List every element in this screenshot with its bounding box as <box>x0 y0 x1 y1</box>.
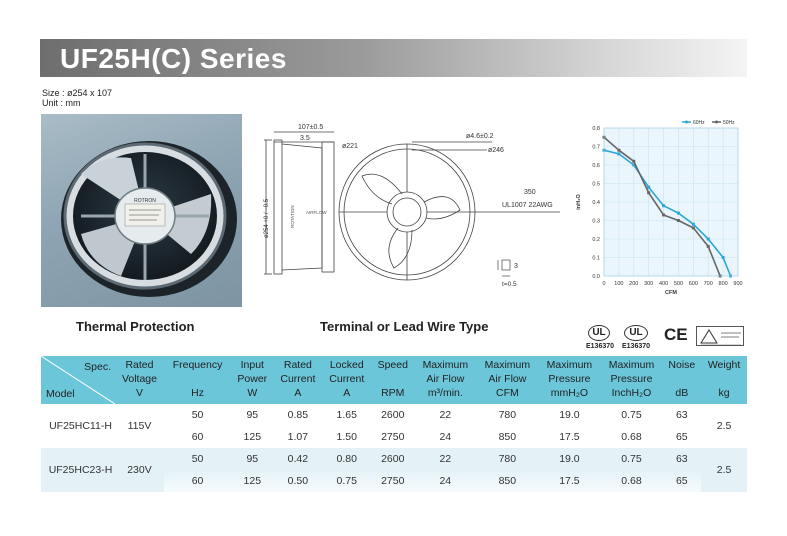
locked-current-cell: 0.75 <box>322 470 371 492</box>
noise-cell: 65 <box>662 470 701 492</box>
pressure-mm-cell: 19.0 <box>538 404 600 426</box>
freq-cell: 50 <box>164 404 231 426</box>
dim-hole: ø4.6±0.2 <box>466 133 494 140</box>
header-rated-current: Rated Current A <box>273 356 322 404</box>
dimension-drawing <box>262 118 562 293</box>
freq-cell: 50 <box>164 448 231 470</box>
model-cell: UF25HC11-H <box>41 404 115 448</box>
unit-text: Unit : mm <box>42 98 81 108</box>
y-tick-label: 0.8 <box>592 126 600 132</box>
dim-depth: 107±0.5 <box>298 124 324 131</box>
x-tick-label: 700 <box>703 281 713 287</box>
x-tick-label: 0 <box>602 281 606 287</box>
header-power: Input Power W <box>231 356 273 404</box>
spec-label: Spec. <box>84 361 111 373</box>
y-tick-label: 0.6 <box>592 163 600 169</box>
ce-mark-icon: CE <box>664 325 688 344</box>
pressure-mm-cell: 17.5 <box>538 470 600 492</box>
airflow-m3-cell: 22 <box>414 448 476 470</box>
spec-table <box>41 356 747 492</box>
y-tick-label: 0.3 <box>592 218 600 225</box>
y-tick-label: 0.2 <box>592 237 600 243</box>
locked-current-cell: 0.80 <box>322 448 371 470</box>
data-point-50Hz <box>677 219 680 222</box>
x-tick-label: 300 <box>644 281 654 287</box>
ul-number-1: E136370 <box>586 343 615 350</box>
y-tick-label: 0.4 <box>592 200 600 206</box>
weight-cell: 2.5 <box>701 448 747 492</box>
product-photo <box>41 114 242 307</box>
pressure-inch-cell: 0.68 <box>600 470 662 492</box>
power-cell: 125 <box>231 426 273 448</box>
x-axis-label: CFM <box>665 290 677 296</box>
dim-outer: ø221 <box>342 143 358 150</box>
data-point-50Hz <box>707 245 710 248</box>
caption-terminal: Terminal or Lead Wire Type <box>320 319 489 334</box>
data-point-60Hz <box>617 152 620 155</box>
x-tick-label: 800 <box>718 281 728 287</box>
size-info <box>42 88 112 108</box>
header-voltage: Rated Voltage V <box>115 356 164 404</box>
certification-logos <box>588 323 748 355</box>
noise-cell: 63 <box>662 448 701 470</box>
front-view <box>339 142 560 280</box>
speed-cell: 2600 <box>371 404 414 426</box>
fan-brand-label: ROTRON <box>134 198 156 204</box>
speed-cell: 2750 <box>371 426 414 448</box>
dim-thickness: t=0.5 <box>502 281 517 288</box>
speed-cell: 2600 <box>371 448 414 470</box>
page-title: UF25H(C) Series <box>60 43 287 74</box>
airflow-cfm-cell: 780 <box>476 404 538 426</box>
table-header-row <box>41 356 747 404</box>
x-tick-label: 600 <box>688 281 698 287</box>
airflow-cfm-cell: 850 <box>476 470 538 492</box>
weight-cell: 2.5 <box>701 404 747 448</box>
y-tick-label: 0.0 <box>592 274 600 280</box>
legend-label-50Hz: 50Hz <box>723 120 735 126</box>
table-row <box>41 404 747 426</box>
airflow-m3-cell: 24 <box>414 426 476 448</box>
side-view <box>264 132 334 274</box>
power-cell: 95 <box>231 404 273 426</box>
wire-spec: UL1007 22AWG <box>502 202 553 209</box>
header-locked-current: Locked Current A <box>322 356 371 404</box>
locked-current-cell: 1.65 <box>322 404 371 426</box>
data-point-60Hz <box>692 223 695 226</box>
dim-lead: 350 <box>524 189 536 196</box>
model-label: Model <box>46 388 75 400</box>
data-point-60Hz <box>647 186 650 189</box>
dim-bolt: ø246 <box>488 147 504 154</box>
legend-label-60Hz: 60Hz <box>693 120 705 126</box>
header-airflow-cfm: Maximum Air Flow CFM <box>476 356 538 404</box>
title-banner <box>40 39 747 77</box>
data-point-50Hz <box>647 191 650 194</box>
locked-current-cell: 1.50 <box>322 426 371 448</box>
voltage-cell: 115V <box>115 404 164 448</box>
ul-number-2: E136370 <box>622 343 651 350</box>
speed-cell: 2750 <box>371 470 414 492</box>
x-tick-label: 200 <box>629 281 639 287</box>
voltage-cell: 230V <box>115 448 164 492</box>
spec-model-header <box>41 356 115 404</box>
power-cell: 95 <box>231 448 273 470</box>
performance-chart <box>570 114 748 309</box>
noise-cell: 65 <box>662 426 701 448</box>
safety-mark-icon <box>696 326 744 346</box>
dim-diameter-vertical: ø254 +0 / −0.5 <box>264 198 270 238</box>
x-tick-label: 500 <box>673 281 684 287</box>
x-tick-label: 100 <box>614 281 624 287</box>
pressure-inch-cell: 0.75 <box>600 404 662 426</box>
legend-marker-60Hz <box>685 121 688 124</box>
data-point-50Hz <box>617 149 620 152</box>
rated-current-cell: 0.50 <box>273 470 322 492</box>
header-pressure-inch: Maximum Pressure InchH₂O <box>600 356 662 404</box>
header-frequency: Frequency Hz <box>164 356 231 404</box>
pressure-inch-cell: 0.75 <box>600 448 662 470</box>
freq-cell: 60 <box>164 426 231 448</box>
legend-marker-50Hz <box>715 121 718 124</box>
data-point-50Hz <box>662 213 665 216</box>
y-tick-label: 0.5 <box>592 181 600 188</box>
header-speed: Speed RPM <box>371 356 414 404</box>
caption-thermal: Thermal Protection <box>76 319 195 334</box>
chart-svg <box>570 114 748 304</box>
airflow-label: AIRFLOW <box>306 210 327 215</box>
dim-terminal: 3 <box>514 263 518 270</box>
data-point-50Hz <box>632 160 635 163</box>
x-tick-label: 900 <box>733 281 743 287</box>
airflow-m3-cell: 22 <box>414 404 476 426</box>
y-tick-label: 0.7 <box>592 144 600 151</box>
y-tick-label: 0.1 <box>592 255 600 262</box>
data-point-50Hz <box>692 226 695 229</box>
data-point-60Hz <box>662 204 665 207</box>
pressure-inch-cell: 0.68 <box>600 426 662 448</box>
ul-logo-icon: UL <box>588 325 610 341</box>
pressure-mm-cell: 17.5 <box>538 426 600 448</box>
freq-cell: 60 <box>164 470 231 492</box>
header-pressure-mm: Maximum Pressure mmH₂O <box>538 356 600 404</box>
fan-illustration <box>41 114 242 307</box>
header-weight: Weight kg <box>701 356 747 404</box>
header-noise: Noise dB <box>662 356 701 404</box>
terminal-detail <box>498 260 510 276</box>
airflow-cfm-cell: 850 <box>476 426 538 448</box>
data-point-60Hz <box>707 238 710 241</box>
noise-cell: 63 <box>662 404 701 426</box>
dim-rim: 3.5 <box>300 135 310 142</box>
table-row <box>41 448 747 470</box>
rotation-label: ROTATION <box>290 205 295 228</box>
airflow-m3-cell: 24 <box>414 470 476 492</box>
technical-drawing <box>262 118 562 298</box>
y-axis-label: inH₂O <box>576 194 582 210</box>
size-text: Size : ø254 x 107 <box>42 88 113 98</box>
rated-current-cell: 1.07 <box>273 426 322 448</box>
data-point-60Hz <box>722 256 725 259</box>
model-cell: UF25HC23-H <box>41 448 115 492</box>
data-point-60Hz <box>677 212 680 215</box>
rated-current-cell: 0.42 <box>273 448 322 470</box>
airflow-cfm-cell: 780 <box>476 448 538 470</box>
header-airflow-m3: Maximum Air Flow m³/min. <box>414 356 476 404</box>
rated-current-cell: 0.85 <box>273 404 322 426</box>
x-tick-label: 400 <box>658 281 669 287</box>
pressure-mm-cell: 19.0 <box>538 448 600 470</box>
cul-logo-icon: UL <box>624 325 648 341</box>
power-cell: 125 <box>231 470 273 492</box>
